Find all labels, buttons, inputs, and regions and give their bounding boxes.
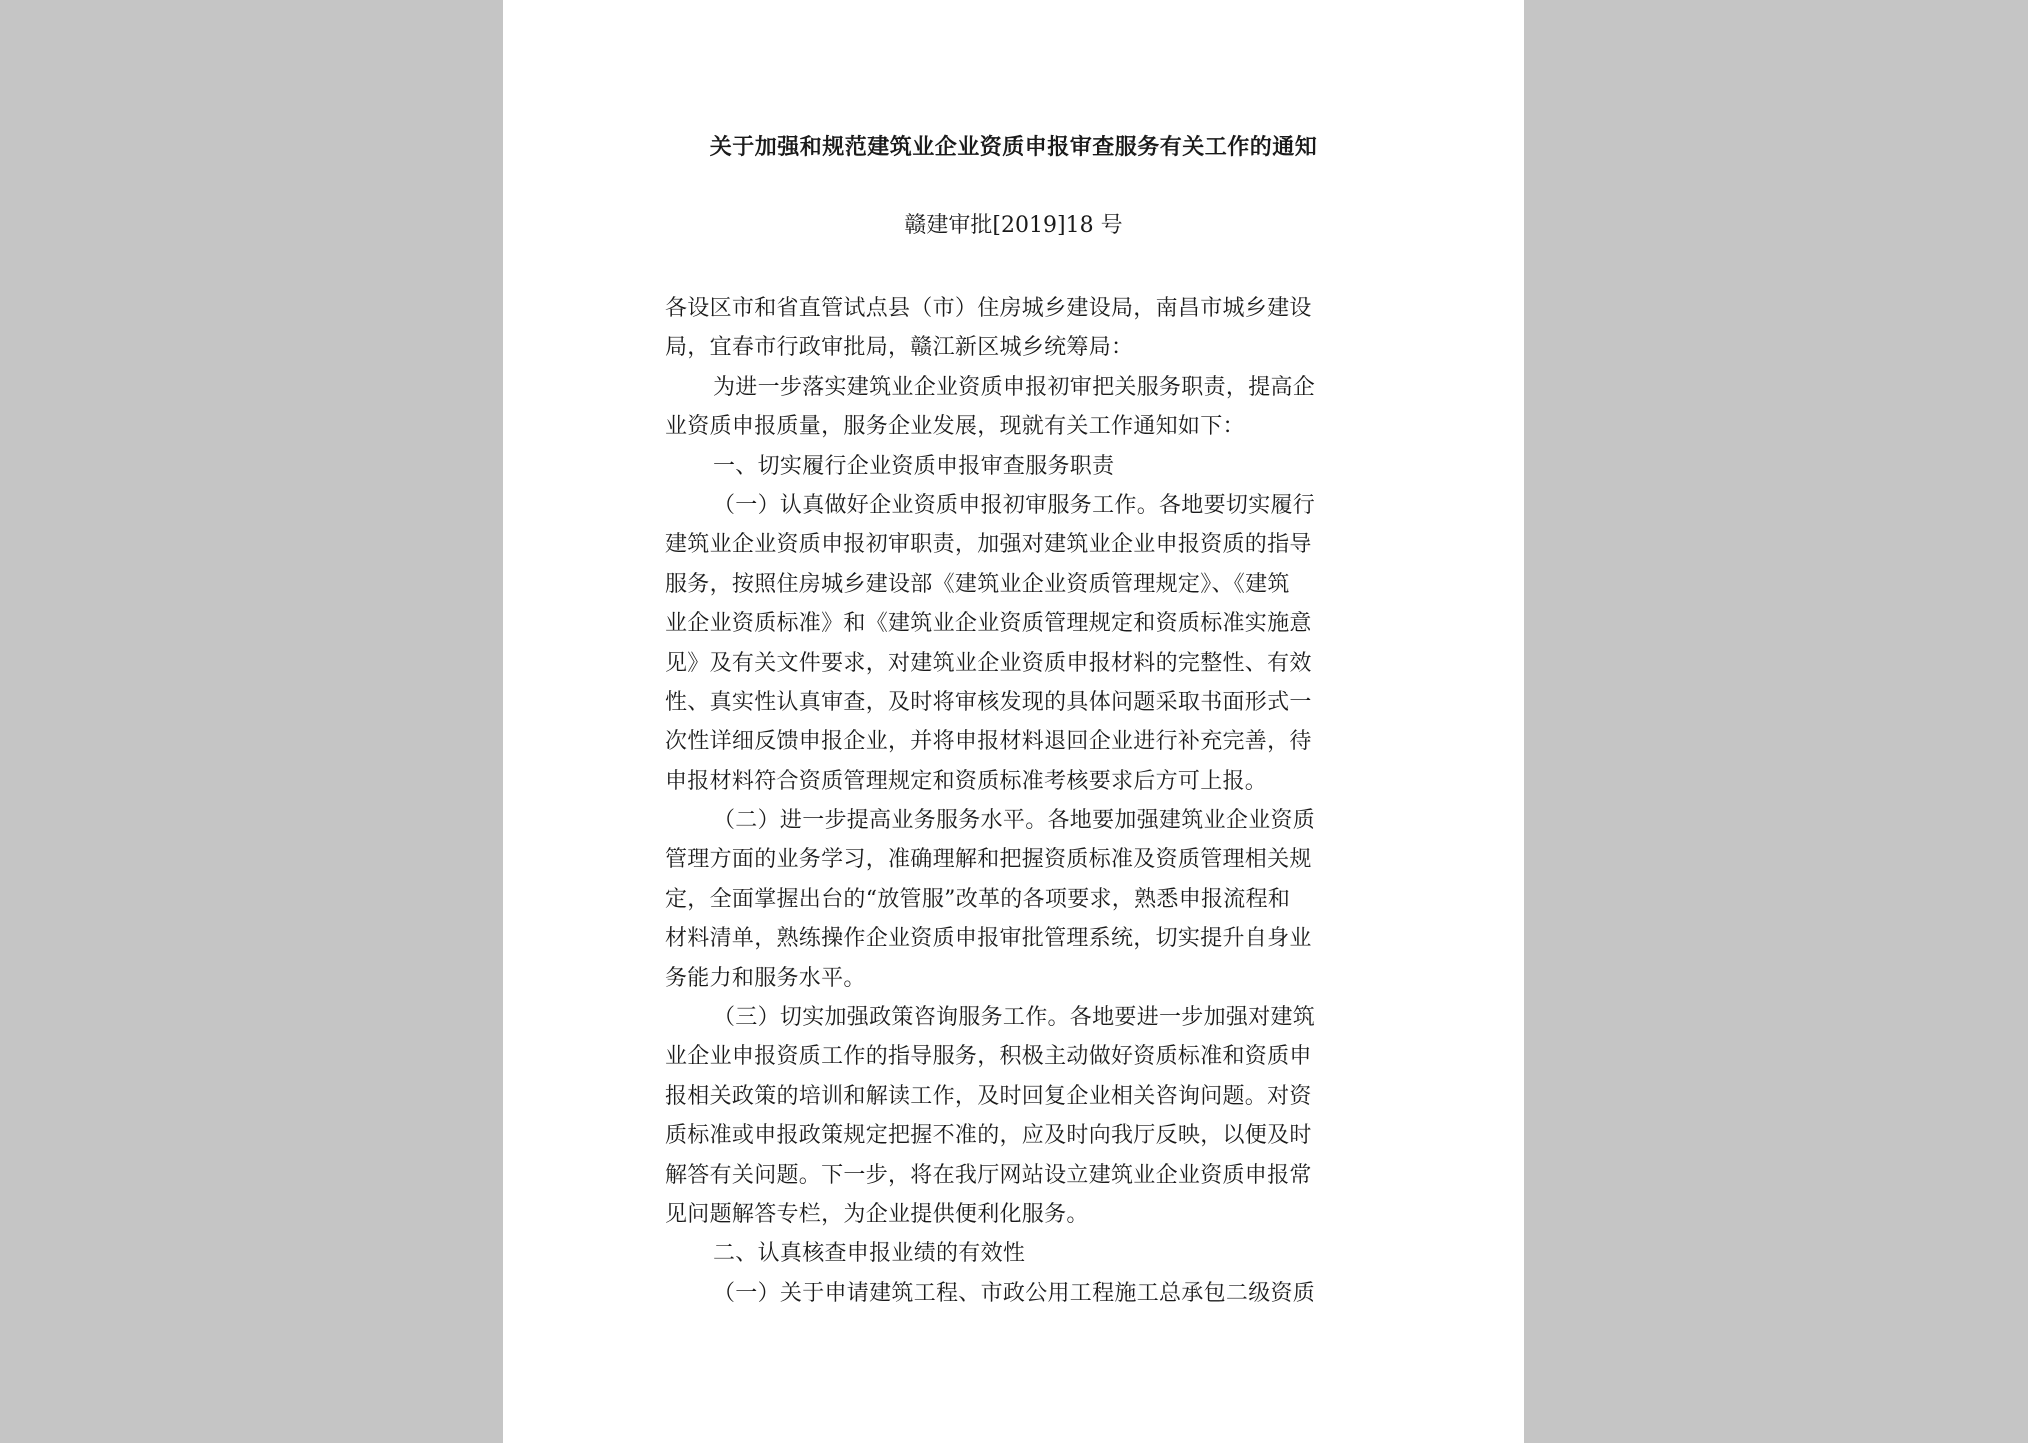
text-line: 建筑业企业资质申报初审职责，加强对建筑业企业申报资质的指导 xyxy=(665,532,1312,558)
text-line: 局，宜春市行政审批局，赣江新区城乡统筹局： xyxy=(665,335,1134,361)
text-line: 报相关政策的培训和解读工作，及时回复企业相关咨询问题。对资 xyxy=(665,1083,1312,1109)
text-line: 次性详细反馈申报企业，并将申报材料退回企业进行补充完善，待 xyxy=(665,729,1312,755)
text-line: 材料清单，熟练操作企业资质申报审批管理系统，切实提升自身业 xyxy=(665,926,1312,952)
text-line: 业资质申报质量，服务企业发展，现就有关工作通知如下： xyxy=(665,414,1245,440)
document-number: 赣建审批[2019]18 号 xyxy=(904,213,1123,238)
text-line: 性、真实性认真审查，及时将审核发现的具体问题采取书面形式一 xyxy=(665,689,1312,715)
text-line: 业企业申报资质工作的指导服务，积极主动做好资质标准和资质申 xyxy=(665,1044,1312,1070)
text-line: 解答有关问题。下一步，将在我厅网站设立建筑业企业资质申报常 xyxy=(665,1162,1312,1188)
text-line: 定，全面掌握出台的“放管服”改革的各项要求，熟悉申报流程和 xyxy=(665,886,1291,912)
text-line: 为进一步落实建筑业企业资质申报初审把关服务职责，提高企 xyxy=(713,374,1316,400)
text-line: （二）进一步提高业务服务水平。各地要加强建筑业企业资质 xyxy=(713,808,1316,834)
section-heading: 二、认真核查申报业绩的有效性 xyxy=(713,1241,1026,1267)
text-line: 服务，按照住房城乡建设部《建筑业企业资质管理规定》、《建筑 xyxy=(665,571,1290,597)
document-body xyxy=(665,289,1367,1313)
text-line: 申报材料符合资质管理规定和资质标准考核要求后方可上报。 xyxy=(665,768,1268,794)
text-line: （三）切实加强政策咨询服务工作。各地要进一步加强对建筑 xyxy=(713,1005,1316,1031)
document-title: 关于加强和规范建筑业企业资质申报审查服务有关工作的通知 xyxy=(709,134,1318,160)
document-page xyxy=(503,0,1524,1443)
text-line: 各设区市和省直管试点县（市）住房城乡建设局，南昌市城乡建设 xyxy=(665,296,1312,321)
text-line: 业企业资质标准》和《建筑业企业资质管理规定和资质标准实施意 xyxy=(665,611,1312,637)
text-line: 见》及有关文件要求，对建筑业企业资质申报材料的完整性、有效 xyxy=(665,650,1312,676)
text-line: （一）认真做好企业资质申报初审服务工作。各地要切实履行 xyxy=(713,492,1316,518)
text-line: 管理方面的业务学习，准确理解和把握资质标准及资质管理相关规 xyxy=(665,847,1312,873)
text-line: 见问题解答专栏，为企业提供便利化服务。 xyxy=(665,1201,1089,1227)
section-heading: 一、切实履行企业资质申报审查服务职责 xyxy=(713,453,1115,479)
text-line: （一）关于申请建筑工程、市政公用工程施工总承包二级资质 xyxy=(713,1280,1316,1306)
text-line: 务能力和服务水平。 xyxy=(665,965,866,991)
text-line: 质标准或申报政策规定把握不准的，应及时向我厅反映，以便及时 xyxy=(665,1123,1312,1149)
